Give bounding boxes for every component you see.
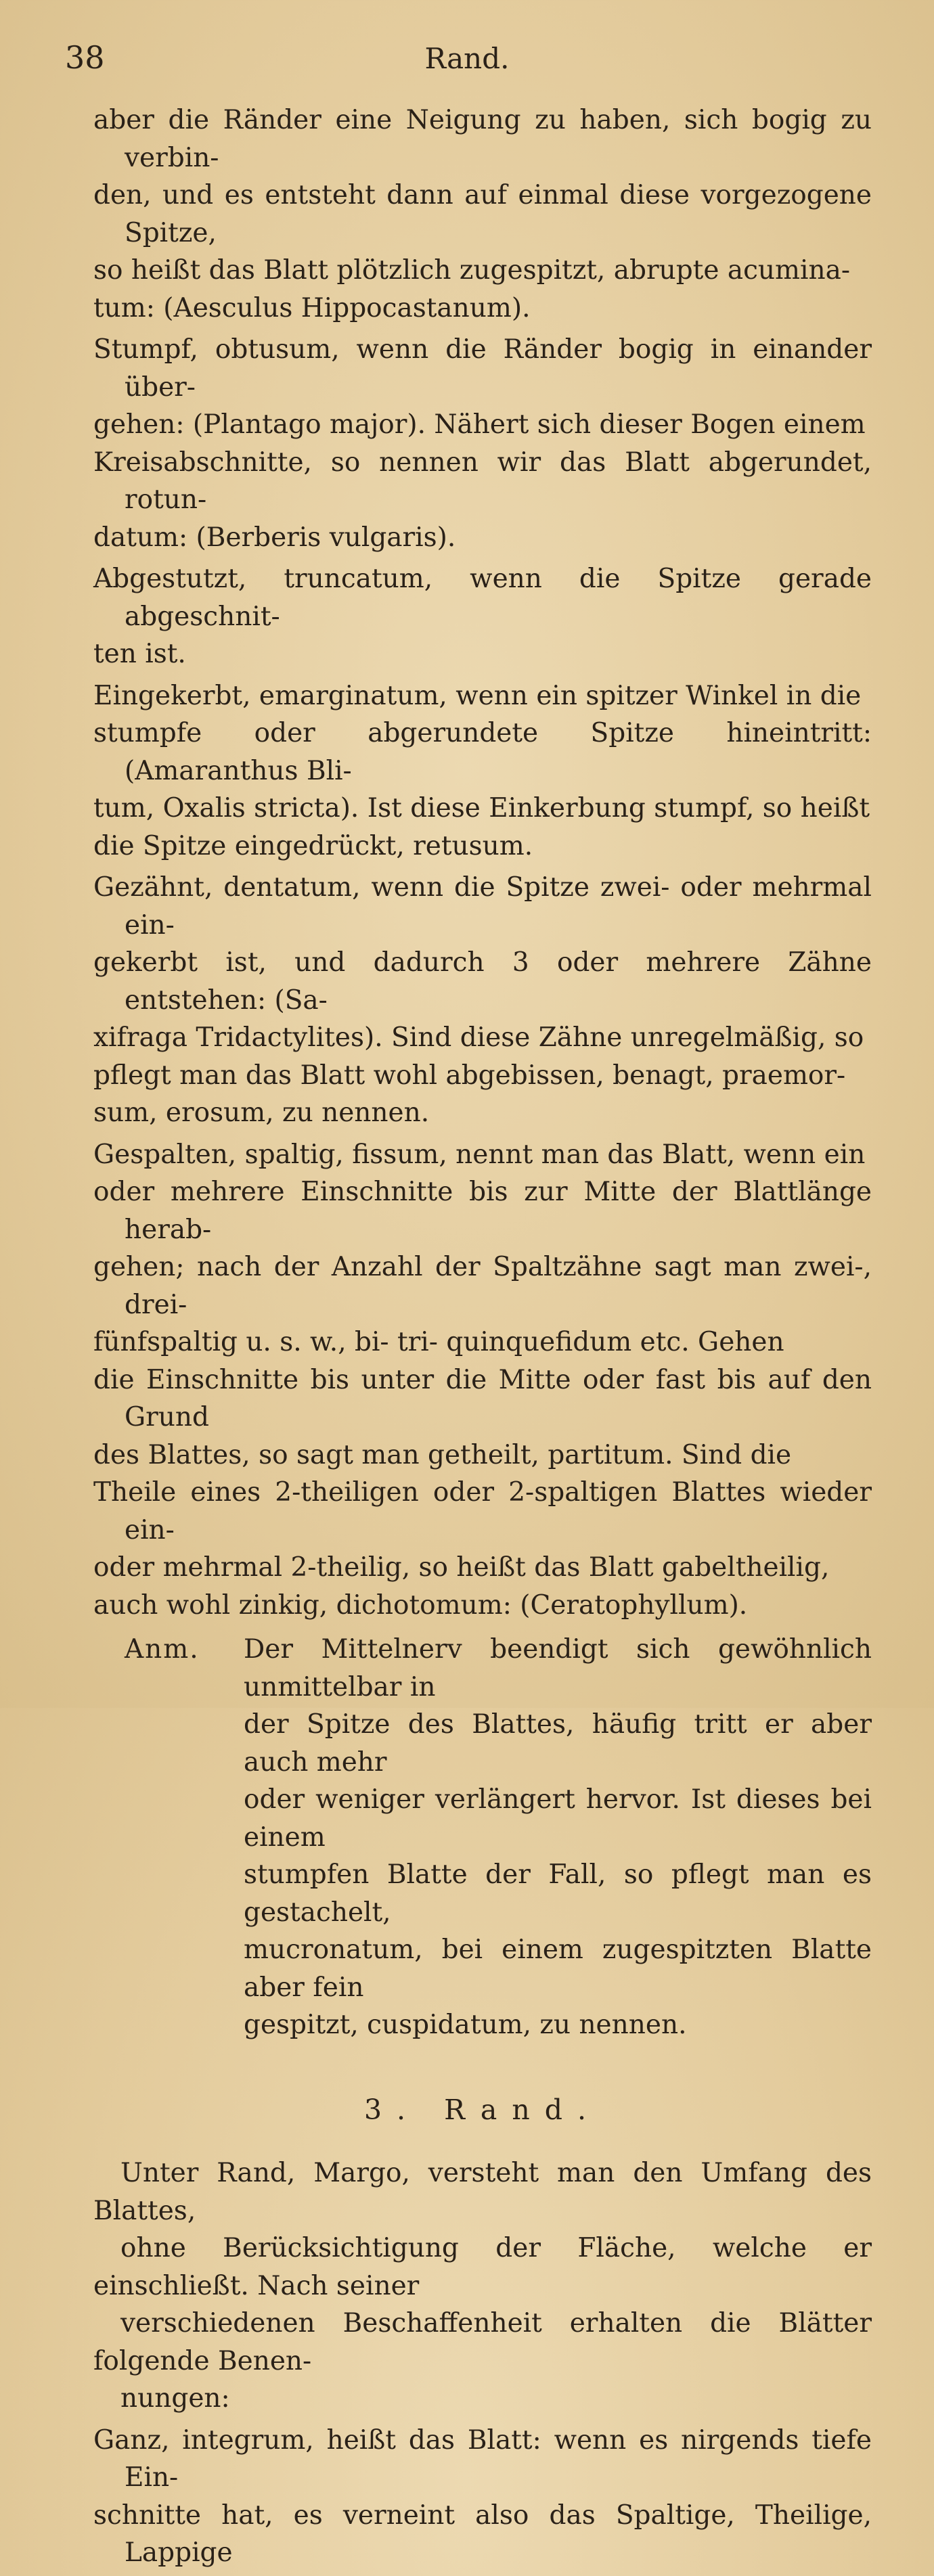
entry-continuation: aber die Ränder eine Neigung zu haben, sich bogig zu verbin- den, und es entsteht dann auf einmal diese vorgezogene Spitze, so heißt das Blatt plötzlich zugespitzt, abrupte acumina- tum: (Aesculus Hippocastanum). <box>93 105 872 323</box>
entry-gespalten: Gespalten, spaltig, fissum, nennt man das Blatt, wenn ein oder mehrere Einschnitte bis zur Mitte der Blattlänge herab- gehen; nach der Anzahl der Spaltzähne sagt man zwei-, drei- fünfspaltig u. s. w., bi- tri- quinquefidum etc. Gehen die Einschnitte bis unter die Mitte oder fast bis auf den Grund des Blattes, so sagt man getheilt, partitum. Sind die Theile eines 2-theiligen oder 2-spaltigen Blattes wieder ein- oder mehrmal 2-theilig, so heißt das Blatt gabeltheilig, auch wohl zinkig, dichotomum: (Ceratophyllum). <box>93 1139 872 1621</box>
entry-eingekerbt: Eingekerbt, emarginatum, wenn ein spitzer Winkel in die stumpfe oder abgerundete Spitze hineintritt: (Amaranthus Bli- tum, Oxalis stricta). Ist diese Einkerbung stumpf, so heißt die Spitze eingedrückt, retusum. <box>93 680 872 861</box>
annotation-note <box>125 1631 872 2044</box>
entry-ganz: Ganz, integrum, heißt das Blatt: wenn es nirgends tiefe Ein- schnitte hat, es verneint also das Spaltige, Theilige, Lappige <box>93 2424 872 2568</box>
section-heading: 3. Rand. <box>363 2093 602 2126</box>
entry-abgestutzt: Abgestutzt, truncatum, wenn die Spitze gerade abgeschnit- ten ist. <box>93 564 872 669</box>
intro-paragraph: Unter Rand, Margo, versteht man den Umfang des Blattes, ohne Berücksichtigung der Fläche, welche er einschließt. Nach seiner verschiedenen Beschaffenheit erhalten die Blätter folgende Benen- nungen: <box>93 2158 872 2414</box>
page-number: 38 <box>65 39 105 76</box>
entry-stumpf: Stumpf, obtusum, wenn die Ränder bogig in einander über- gehen: (Plantago major). Nähert sich dieser Bogen einem Kreisabschnitte, so nennen wir das Blatt abgerundet, rotun- datum: (Berberis vulgaris). <box>93 334 872 553</box>
note-body: Der Mittelnerv beendigt sich gewöhnlich unmittelbar in der Spitze des Blattes, häufig tritt er aber auch mehr oder weniger verlängert hervor. Ist dieses bei einem stumpfen Blatte der Fall, so pflegt man es gestachelt, mucronatum, bei einem zugespitzten Blatte aber fein gespitzt, cuspidatum, zu nennen. <box>244 1634 872 2040</box>
note-label: Anm. <box>125 1634 200 1665</box>
entry-gezaehnt: Gezähnt, dentatum, wenn die Spitze zwei- oder mehrmal ein- gekerbt ist, und dadurch 3 oder mehrere Zähne entstehen: (Sa- xifraga Tridactylites). Sind diese Zähne unregelmäßig, so pflegt man das Blatt wohl abgebissen, benagt, praemor- sum, erosum, zu nennen. <box>93 872 872 1128</box>
running-title: Rand. <box>424 42 510 75</box>
body-text <box>93 101 872 2576</box>
